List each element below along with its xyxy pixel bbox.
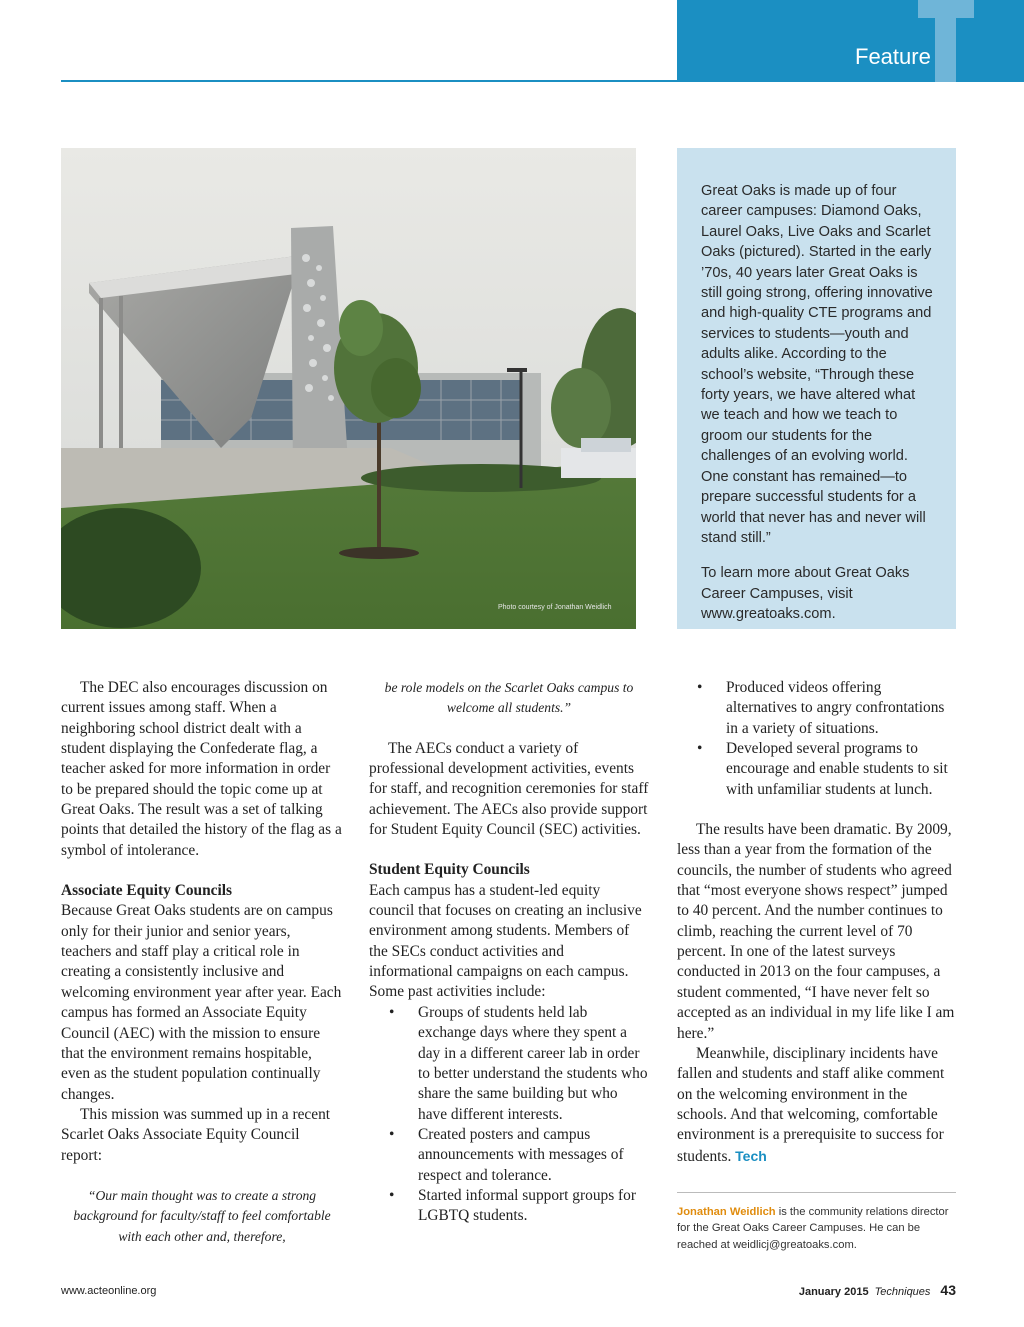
issue-date: January 2015 bbox=[798, 1286, 869, 1298]
sidebar-paragraph: Great Oaks is made up of four career campuses: Diamond Oaks, Laurel Oaks, Live Oaks and Scarlet Oaks (pictured). Started in the early ’70s, 40 years later Great Oaks is still going strong, offering innovative and high-quality CTE programs and services to students—youth and adults alike. According to the school’s website, “Through these forty years, we have altered what we teach and how we teach to groom our students for the challenges of an evolving world. One constant has remained—to prepare successful students for a world that never has and never will stand still.” bbox=[701, 183, 933, 546]
author-bio-text: is the community relations director for the Great Oaks Career Campuses. He can be reached at weidlicj@greatoaks.com. bbox=[677, 1206, 949, 1251]
bullet-icon: • bbox=[389, 1003, 395, 1021]
bullet-item: • Developed several programs to encourage and enable students to sit with unfamiliar students at lunch. bbox=[697, 740, 948, 798]
author-bio bbox=[677, 1204, 956, 1253]
bullet-item: • Started informal support groups for LGBTQ students. bbox=[389, 1186, 636, 1225]
bullet-icon: • bbox=[389, 1186, 395, 1204]
bullet-item: • Groups of students held lab exchange days where they spent a day in a different career lab in order to better understand the students who share the same building but who have different interests. bbox=[389, 1003, 648, 1123]
end-mark-logo: Tech bbox=[735, 1147, 767, 1164]
section-heading: Associate Equity Councils bbox=[61, 882, 233, 900]
article-column-2 bbox=[369, 678, 649, 1227]
bullet-icon: • bbox=[697, 740, 703, 758]
body-paragraph: Because Great Oaks students are on campus only for their junior and senior years, teachers and staff play a critical role in creating a consistently inclusive and welcoming environment year after year. Each campus has formed an Associate Equity Council (AEC) with the mission to ensure that the environment remains hospitable, even as the student population continually changes. bbox=[61, 902, 342, 1103]
article-column-3 bbox=[677, 678, 956, 1167]
body-paragraph: The results have been dramatic. By 2009, less than a year from the formation of the councils, the number of students who agreed that “most everyone shows respect” jumped to 40 percent. And the number continues to climb, reaching the current level of 70 percent. In one of the latest surveys conducted in 2013 on the four campuses, a student commented, “I have never felt so accepted as an individual in my life like I am here.” bbox=[677, 821, 955, 1042]
pull-quote-continued: be role models on the Scarlet Oaks campus to welcome all students.” bbox=[384, 680, 634, 716]
bullet-icon: • bbox=[389, 1125, 395, 1143]
page-number: 43 bbox=[940, 1282, 956, 1298]
footer-website: www.acteonline.org bbox=[61, 1285, 157, 1297]
sidebar-box bbox=[677, 148, 956, 629]
body-paragraph: Each campus has a student-led equity council that focuses on creating an inclusive environment among students. Members of the SECs conduct activities and informational campaigns on each campus. Some past activities include: bbox=[369, 881, 642, 1001]
campus-photo bbox=[61, 148, 636, 629]
photo-credit: Photo courtesy of Jonathan Weidlich bbox=[498, 604, 612, 611]
header-rule bbox=[61, 80, 677, 82]
author-name: Jonathan Weidlich bbox=[677, 1206, 776, 1218]
article-column-1 bbox=[61, 678, 343, 1247]
section-label: Feature bbox=[855, 44, 931, 69]
footer-folio bbox=[799, 1282, 956, 1298]
techniques-logo-mark-stem bbox=[935, 18, 956, 82]
pull-quote: “Our main thought was to create a strong background for faculty/staff to feel comfortable with each other and, therefore, bbox=[73, 1187, 331, 1244]
publication-name: Techniques bbox=[874, 1286, 931, 1298]
body-paragraph: This mission was summed up in a recent Scarlet Oaks Associate Equity Council report: bbox=[61, 1105, 331, 1164]
bullet-icon: • bbox=[697, 679, 703, 696]
bullet-item: • Created posters and campus announcements with messages of respect and tolerance. bbox=[389, 1125, 624, 1184]
body-paragraph: The AECs conduct a variety of professional development activities, events for staff, and recognition ceremonies for staff achievement. The AECs also provide support for Student Equity Council (SEC) activities. bbox=[369, 739, 649, 839]
body-paragraph: Meanwhile, disciplinary incidents have fallen and students and staff alike comment on the welcoming environment in the schools. And that welcoming, comfortable environment is a prerequisite to success for students. Tech bbox=[677, 1044, 945, 1165]
section-heading: Student Equity Councils bbox=[369, 861, 530, 879]
sidebar-paragraph: To learn more about Great Oaks Career Campuses, visit www.greatoaks.com. bbox=[701, 565, 910, 623]
bullet-item: • Produced videos offering alternatives to angry confrontations in a variety of situations. bbox=[697, 679, 945, 737]
techniques-logo-mark bbox=[918, 0, 974, 18]
bio-divider bbox=[677, 1192, 956, 1193]
body-paragraph: The DEC also encourages discussion on current issues among staff. When a neighboring school district dealt with a student displaying the Confederate flag, a teacher asked for more information in order to be prepared should the topic come up at Great Oaks. The result was a set of talking points that detailed the history of the flag as a symbol of intolerance. bbox=[61, 679, 342, 859]
